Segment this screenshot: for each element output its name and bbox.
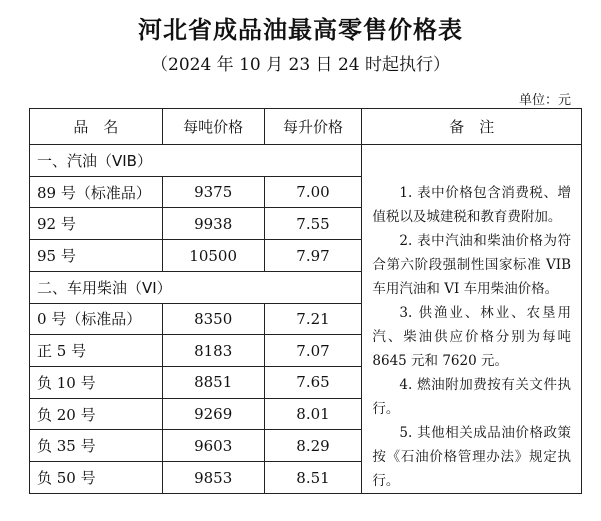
product-name: 负 35 号: [30, 430, 163, 462]
product-name: 92 号: [30, 208, 163, 240]
price-per-liter: 8.51: [264, 462, 362, 494]
price-per-liter: 7.07: [264, 335, 362, 367]
price-per-liter: 7.65: [264, 367, 362, 399]
price-per-ton: 10500: [162, 240, 264, 272]
header-name: 品 名: [30, 109, 163, 145]
price-per-ton: 9853: [162, 462, 264, 494]
section-row-gasoline: [30, 145, 582, 177]
price-table: [29, 108, 582, 494]
note-2: 2. 表中汽油和柴油价格为符合第六阶段强制性国家标准 VIB 车用汽油和 VI 车用柴油价格。: [372, 233, 571, 297]
price-per-ton: 9603: [162, 430, 264, 462]
price-per-liter: 7.21: [264, 303, 362, 335]
header-notes: 备 注: [362, 109, 582, 145]
price-per-liter: 7.00: [264, 176, 362, 208]
price-per-ton: 9938: [162, 208, 264, 240]
unit-label: 单位：元: [518, 93, 571, 108]
note-3: 3. 供渔业、林业、农垦用汽、柴油供应价格分别为每吨 8645 元和 7620 元。: [372, 305, 571, 369]
header-per-liter: 每升价格: [264, 109, 362, 145]
header-per-ton: 每吨价格: [162, 109, 264, 145]
section-label-gasoline: 一、汽油（VIB）: [30, 145, 362, 177]
price-per-liter: 7.55: [264, 208, 362, 240]
price-per-ton: 8350: [162, 303, 264, 335]
note-4: 4. 燃油附加费按有关文件执行。: [372, 377, 571, 417]
price-per-ton: 8851: [162, 367, 264, 399]
product-name: 负 10 号: [30, 367, 163, 399]
page-title: 河北省成品油最高零售价格表: [138, 15, 463, 44]
price-per-ton: 9375: [162, 176, 264, 208]
product-name: 正 5 号: [30, 335, 163, 367]
note-5: 5. 其他相关成品油价格政策按《石油价格管理办法》规定执行。: [372, 425, 571, 489]
effective-date-subtitle: （2024 年 10 月 23 日 24 时起执行）: [151, 55, 450, 75]
price-per-liter: 8.01: [264, 398, 362, 430]
product-name: 95 号: [30, 240, 163, 272]
product-name: 负 50 号: [30, 462, 163, 494]
table-header-row: [30, 109, 582, 145]
price-per-ton: 9269: [162, 398, 264, 430]
notes-cell: [362, 145, 582, 494]
product-name: 负 20 号: [30, 398, 163, 430]
price-per-ton: 8183: [162, 335, 264, 367]
price-per-liter: 8.29: [264, 430, 362, 462]
product-name: 0 号（标准品）: [30, 303, 163, 335]
section-label-diesel: 二、车用柴油（VI）: [30, 271, 362, 303]
price-per-liter: 7.97: [264, 240, 362, 272]
product-name: 89 号（标准品）: [30, 176, 163, 208]
note-1: 1. 表中价格包含消费税、增值税以及城建税和教育费附加。: [372, 185, 571, 225]
